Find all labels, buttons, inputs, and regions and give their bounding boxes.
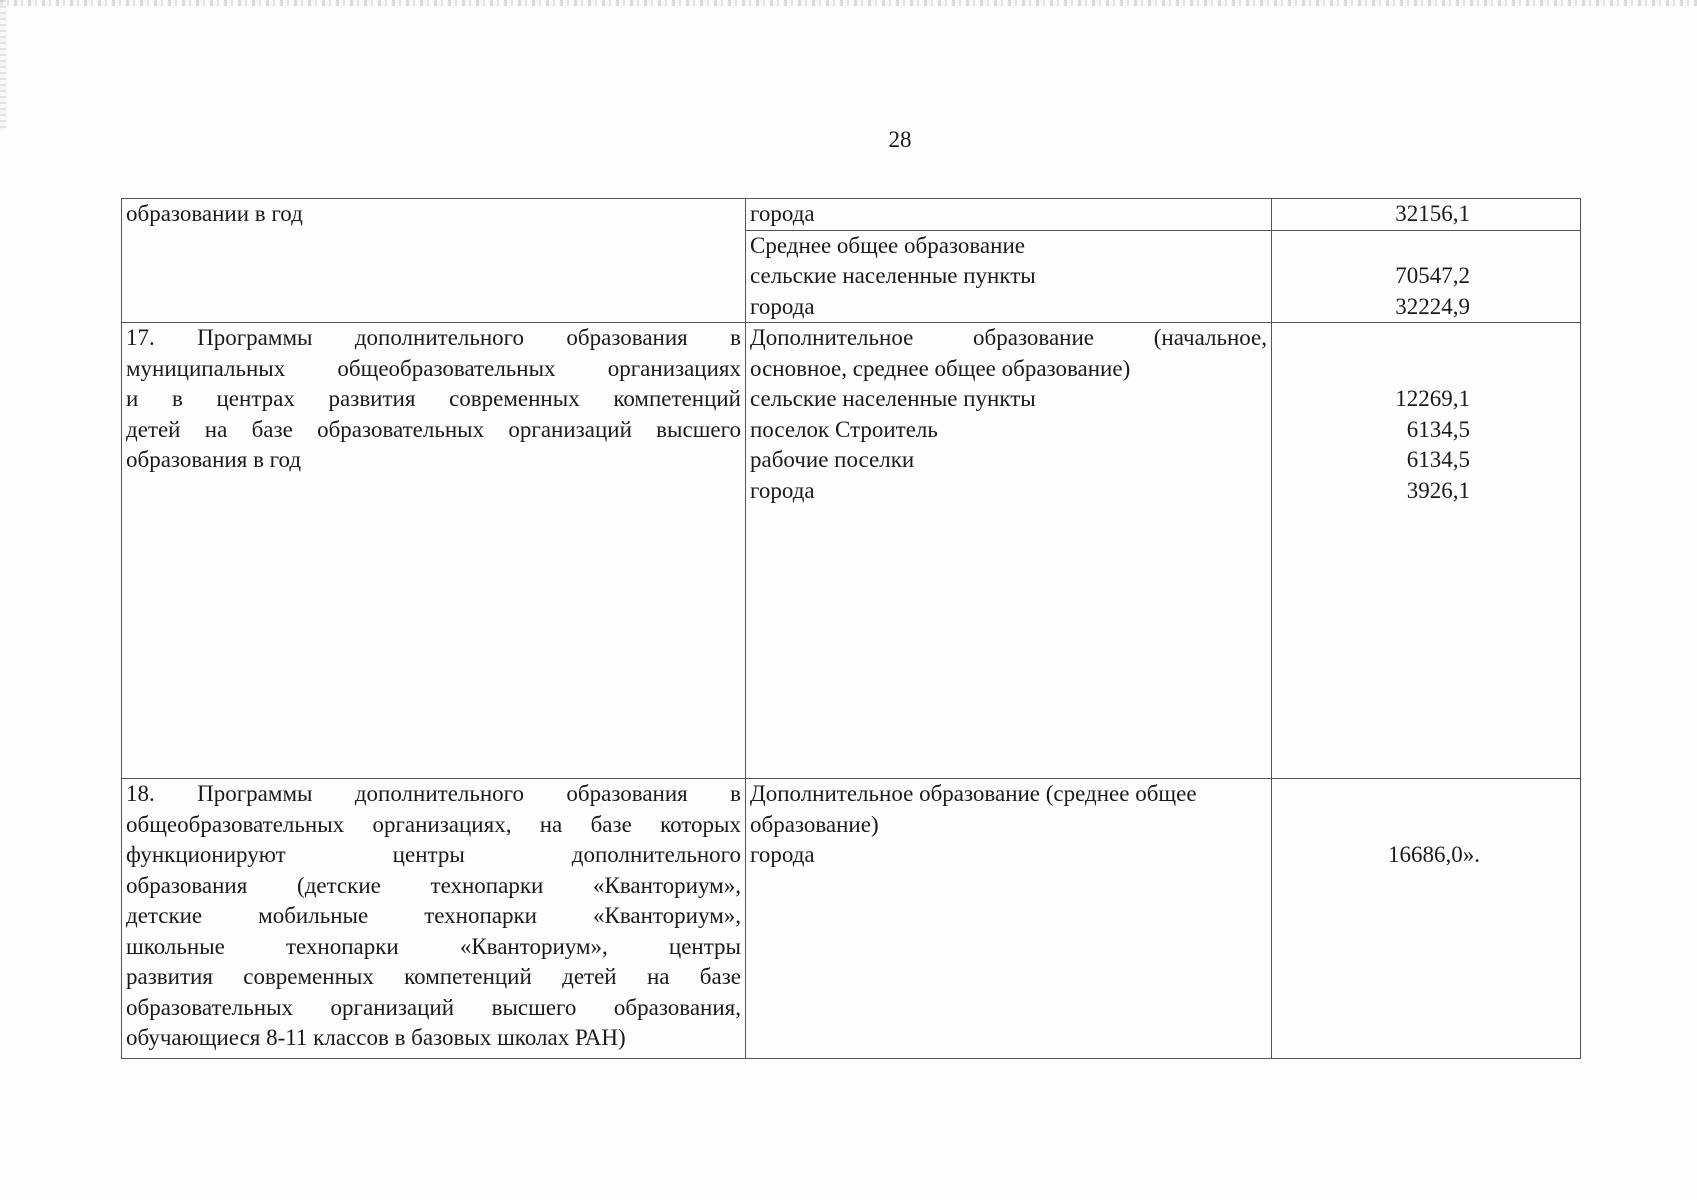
level-line: Дополнительное образование (начальное, — [750, 325, 1267, 350]
description-line: образовании в год — [126, 201, 303, 226]
value-cell — [1272, 779, 1581, 1059]
item-label: города — [750, 293, 815, 319]
item-label: рабочие поселки — [750, 447, 915, 472]
value-spacer — [1276, 779, 1480, 810]
value-cell — [1272, 230, 1581, 323]
category-cell — [746, 323, 1272, 779]
item-label: поселок Строитель — [750, 416, 938, 442]
item-value: 16686,0». — [1388, 842, 1480, 867]
page-number: 28 — [888, 127, 912, 152]
value-spacer — [1276, 323, 1470, 354]
item-value: 32156,1 — [1395, 201, 1470, 226]
level-line: Среднее общее образование — [750, 232, 1025, 258]
item-value: 6134,5 — [1406, 416, 1470, 442]
item-value: 6134,5 — [1406, 447, 1470, 472]
description-line: 18. Программы дополнительного образования в — [126, 781, 741, 806]
category-cell — [746, 230, 1272, 323]
description-line: 17. Программы дополнительного образования в — [126, 325, 741, 350]
item-value: 12269,1 — [1395, 386, 1470, 411]
item-label: города — [750, 201, 815, 226]
description-line: детей на базе образовательных организаций высшего — [126, 416, 741, 442]
item-value: 70547,2 — [1395, 263, 1470, 288]
item-value: 3926,1 — [1406, 477, 1470, 503]
row-description — [122, 779, 746, 1059]
level-line: основное, среднее общее образование) — [750, 355, 1131, 381]
value-cell — [1272, 199, 1581, 231]
table-row — [122, 323, 1581, 779]
category-cell — [746, 199, 1272, 231]
description-line: и в центрах развития современных компетенций — [126, 386, 741, 411]
row-description — [122, 199, 746, 323]
table-row — [122, 779, 1581, 1059]
scan-edge-left — [0, 0, 6, 130]
value-spacer — [1276, 354, 1470, 385]
value-spacer — [1276, 231, 1470, 262]
row-description — [122, 323, 746, 779]
description-line: развития современных компетенций детей на базе — [126, 964, 741, 989]
description-line: образовательных организаций высшего образования, — [126, 994, 741, 1020]
scan-edge-top — [0, 0, 1697, 6]
norms-table — [121, 198, 1581, 1059]
description-line: функционируют центры дополнительного — [126, 842, 741, 867]
table-row — [122, 199, 1581, 231]
value-spacer — [1276, 810, 1480, 841]
level-line: Дополнительное образование (среднее общее — [750, 781, 1197, 806]
value-cell — [1272, 323, 1581, 779]
description-line: школьные технопарки «Кванториум», центры — [126, 933, 741, 959]
item-label: города — [750, 842, 815, 867]
item-label: сельские населенные пункты — [750, 386, 1036, 411]
category-cell — [746, 779, 1272, 1059]
item-label: сельские населенные пункты — [750, 263, 1036, 288]
description-line: обучающиеся 8-11 классов в базовых школах РАН) — [126, 1025, 626, 1050]
description-line: образования в год — [126, 447, 302, 472]
description-line: детские мобильные технопарки «Кванториум», — [126, 903, 741, 928]
level-line: образование) — [750, 811, 879, 837]
item-value: 32224,9 — [1395, 293, 1470, 319]
item-label: города — [750, 477, 815, 503]
description-line: образования (детские технопарки «Кванториум», — [126, 872, 741, 898]
description-line: общеобразовательных организациях, на базе которых — [126, 811, 741, 837]
description-line: муниципальных общеобразовательных организациях — [126, 355, 741, 381]
